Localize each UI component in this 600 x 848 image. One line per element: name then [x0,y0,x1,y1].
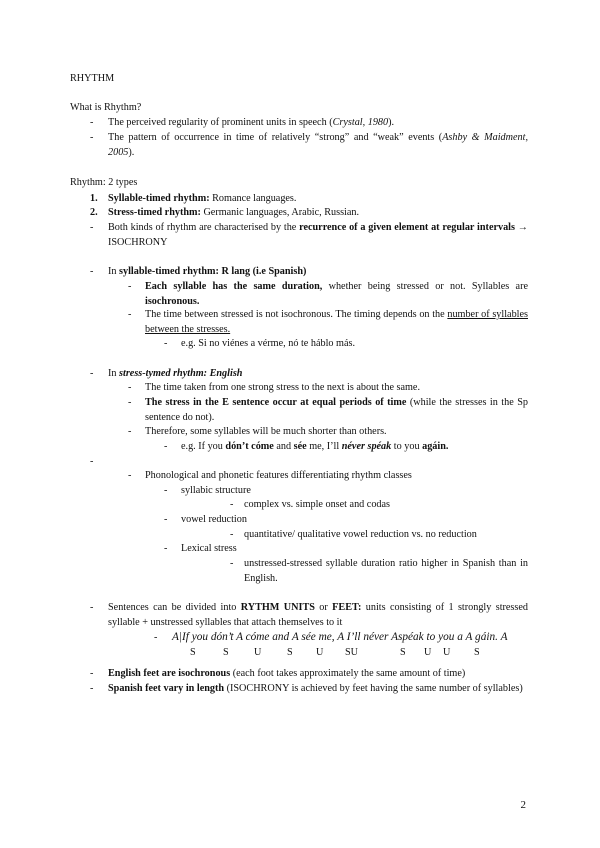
stress-timed-heading: In stress-tymed rhythm: English [108,368,243,379]
rhythm-units-definition: Sentences can be divided into RYTHM UNITS or FEET: units consisting of 1 strongly stressed syllable + unstressed syllables that attach themselves to it [108,602,528,628]
stress-mark: U [254,647,262,658]
page-title: RHYTHM [70,73,115,84]
type-syllable-timed: Syllable-timed rhythm: Romance languages. [108,193,297,204]
shorter-syllables-point: Therefore, some syllables will be much shorter than others. [145,426,387,437]
stress-mark: S [223,647,229,658]
dash-marker: - [128,397,132,408]
dash-marker: - [230,558,234,569]
dash-marker: - [90,456,94,467]
question-heading: What is Rhythm? [70,102,142,113]
dash-marker: - [90,602,94,613]
type-stress-timed: Stress-timed rhythm: Germanic languages, Arabic, Russian. [108,207,360,218]
spanish-example: e.g. Si no viénes a vérme, nó te háblo más. [181,338,355,349]
stress-mark: U [424,647,432,658]
feature-lexical-stress: Lexical stress [181,543,237,554]
feature-syllabic-structure: syllabic structure [181,485,251,496]
dash-marker: - [90,266,94,277]
timing-point: The time between stressed is not isochronous. The timing depends on the number of syllables between the stresses. [145,309,528,335]
definition-crystal: The perceived regularity of prominent units in speech (Crystal, 1980). [108,117,395,128]
stress-mark: U [443,647,451,658]
strong-stress-point: The time taken from one strong stress to the next is about the same. [145,382,420,393]
stress-pattern [190,646,510,660]
stress-mark: S [287,647,293,658]
dash-marker: - [90,368,94,379]
stress-mark: S [474,647,480,658]
dash-marker: - [164,338,168,349]
spanish-feet-point: Spanish feet vary in length (ISOCHRONY is achieved by feet having the same number of syllables) [108,683,523,694]
dash-marker: - [154,632,158,643]
english-feet-point: English feet are isochronous (each foot takes approximately the same amount of time) [108,668,466,679]
dash-marker: - [128,470,132,481]
dash-marker: - [90,683,94,694]
dash-marker: - [164,485,168,496]
stress-mark: SU [345,647,359,658]
dash-marker: - [128,309,132,320]
stress-mark: U [316,647,324,658]
feature-vowel-reduction-detail: quantitative/ qualitative vowel reduction vs. no reduction [244,529,477,540]
syllable-duration-point: Each syllable has the same duration, whether being stressed or not. Syllables are isochronous. [145,281,528,307]
stress-mark: S [190,647,196,658]
types-heading: Rhythm: 2 types [70,177,138,188]
syllable-timed-heading: In syllable-timed rhythm: R lang (i.e Spanish) [108,266,307,277]
page-number: 2 [520,799,526,811]
dash-marker: - [90,668,94,679]
equal-periods-point: The stress in the E sentence occur at equal periods of time (while the stresses in the Sp sentence do not). [145,397,528,423]
dash-marker: - [164,441,168,452]
dash-marker: - [230,529,234,540]
dash-marker: - [90,117,94,128]
feature-lexical-stress-detail: unstressed-stressed syllable duration ratio higher in Spanish than in English. [244,558,528,584]
feature-syllabic-structure-detail: complex vs. simple onset and codas [244,499,390,510]
dash-marker: - [164,514,168,525]
english-example: e.g. If you dón’t cóme and sée me, I’ll néver spéak to you agáin. [181,441,449,452]
definition-ashby: The pattern of occurrence in time of relatively “strong” and “weak” events (Ashby & Maidment, 2005). [108,132,528,158]
feet-example-sentence: A|If you dón’t A cóme and A sée me, A I’ll néver Aspéak to you a A gáin. A [172,631,508,643]
dash-marker: - [90,222,94,233]
dash-marker: - [164,543,168,554]
dash-marker: - [90,132,94,143]
dash-marker: - [230,499,234,510]
dash-marker: - [128,281,132,292]
list-number: 2. [90,207,98,218]
phonological-features-heading: Phonological and phonetic features differentiating rhythm classes [145,470,412,481]
dash-marker: - [128,382,132,393]
isochrony-statement: Both kinds of rhythm are characterised by the recurrence of a given element at regular intervals → ISOCHRONY [108,222,528,248]
feature-vowel-reduction: vowel reduction [181,514,247,525]
stress-mark: S [400,647,406,658]
list-number: 1. [90,193,98,204]
dash-marker: - [128,426,132,437]
